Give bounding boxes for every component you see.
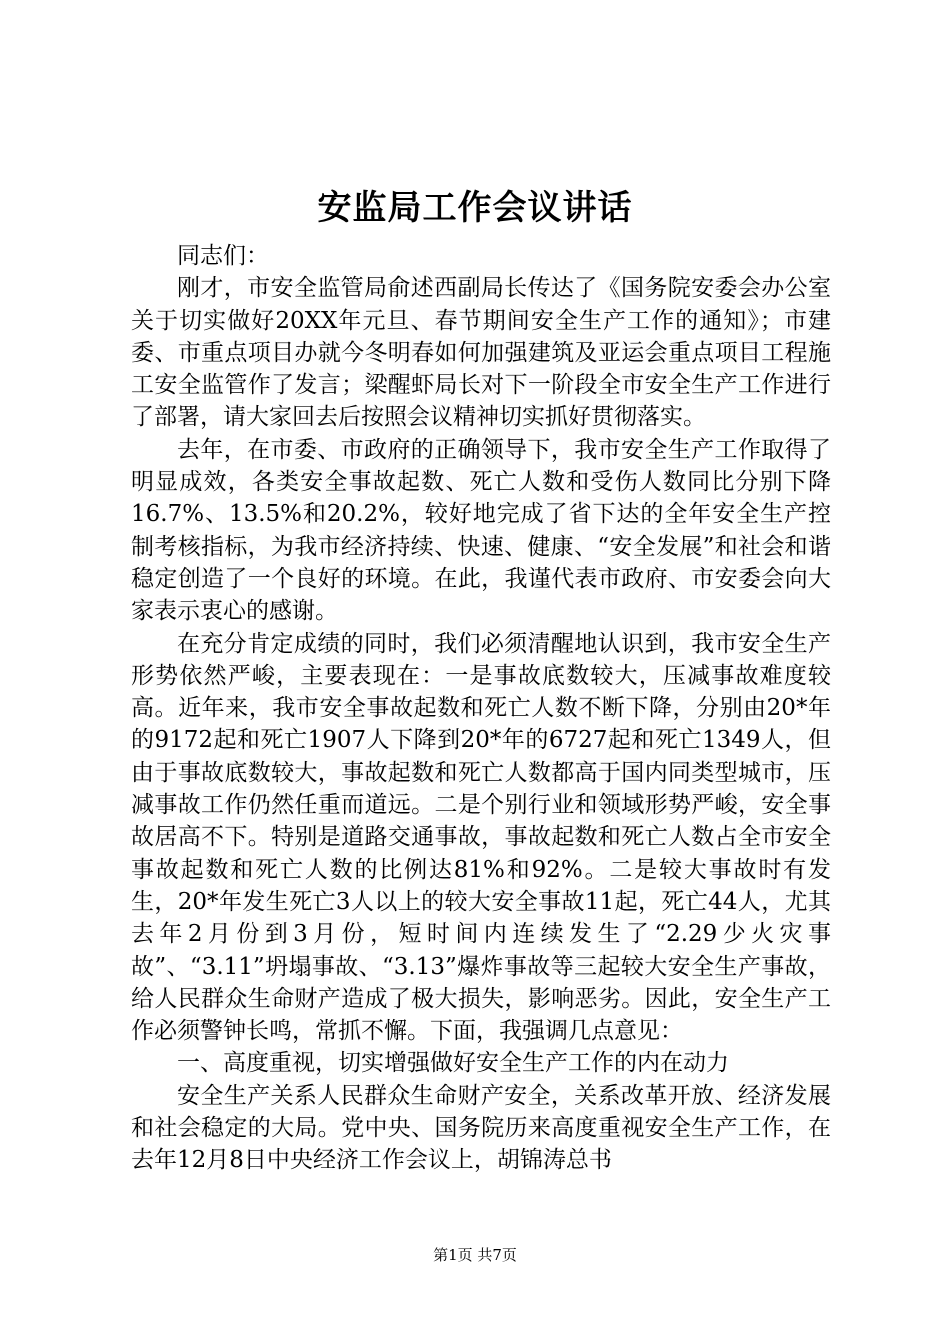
body-paragraph: 在充分肯定成绩的同时，我们必须清醒地认识到，我市安全生产形势依然严峻，主要表现在：一是事故底数较大，压减事故难度较高。近年来，我市安全事故起数和死亡人数不断下降，分别由20*年的9172起和死亡1907人下降到20*年的6727起和死亡1349人，但由于事故底数较大，事故起数和死亡人数都高于国内同类型城市，压减事故工作仍然任重而道远。二是个别行业和领域形势严峻，安全事故居高不下。特别是道路交通事故，事故起数和死亡人数占全市安全事故起数和死亡人数的比例达81%和92%。二是较大事故时有发生，20*年发生死亡3人以上的较大安全事故11起，死亡44人，尤其去年2月份到3月份，短时间内连续发生了“2.29少火灾事故”、“3.11”坍塌事故、“3.13”爆炸事故等三起较大安全生产事故，给人民群众生命财产造成了极大损失，影响恶劣。因此，安全生产工作必须警钟长鸣，常抓不懈。下面，我强调几点意见：: [131, 630, 831, 1045]
body-paragraph: 去年，在市委、市政府的正确领导下，我市安全生产工作取得了明显成效，各类安全事故起数、死亡人数和受伤人数同比分别下降16.7%、13.5%和20.2%，较好地完成了省下达的全年安全生产控制考核指标，为我市经济持续、快速、健康、“安全发展”和社会和谐稳定创造了一个良好的环境。在此，我谨代表市政府、市安委会向大家表示衷心的感谢。: [131, 436, 831, 625]
document-body: [131, 240, 831, 1177]
page-number-footer: 第1页 共7页: [433, 1246, 517, 1264]
body-paragraph: 刚才，市安全监管局俞述西副局长传达了《国务院安委会办公室关于切实做好20XX年元旦、春节期间安全生产工作的通知》；市建委、市重点项目办就今冬明春如何加强建筑及亚运会重点项目工程施工安全监管作了发言；梁醒虾局长对下一阶段全市安全生产工作进行了部署，请大家回去后按照会议精神切实抓好贯彻落实。: [131, 275, 831, 431]
salutation-paragraph: 同志们：: [177, 243, 269, 269]
body-paragraph: 安全生产关系人民群众生命财产安全，关系改革开放、经济发展和社会稳定的大局。党中央、国务院历来高度重视安全生产工作，在去年12月8日中央经济工作会议上，胡锦涛总书: [131, 1082, 831, 1174]
document-title: 安监局工作会议讲话: [317, 188, 633, 228]
section-heading: 一、高度重视，切实增强做好安全生产工作的内在动力: [177, 1050, 729, 1077]
